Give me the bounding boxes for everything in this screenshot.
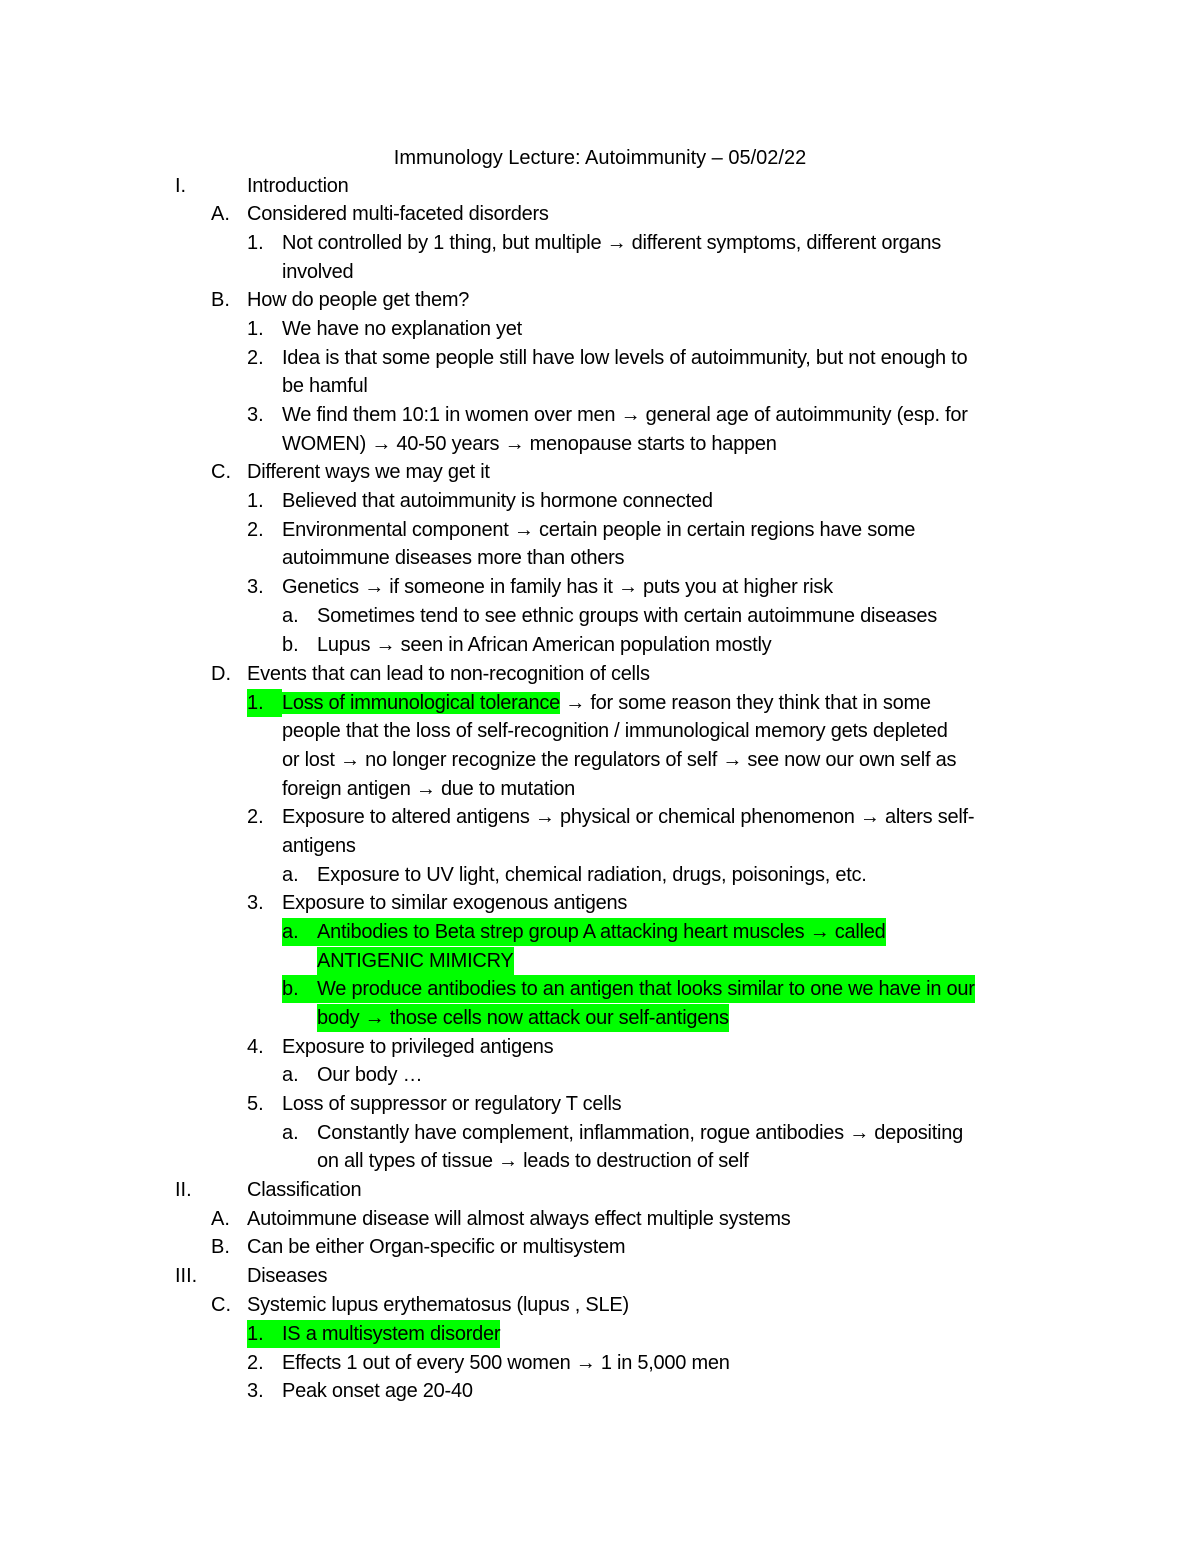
outline-item: Autoimmune disease will almost always effect multiple systems [247, 1208, 791, 1230]
outline-line: Exposure to altered antigens → physical or chemical phenomenon → alters self- [282, 806, 975, 828]
outline-line-rest: → for some reason they think that in some [559, 692, 931, 714]
subsubitem-marker: b. [282, 634, 299, 656]
item-marker: B. [211, 289, 230, 311]
outline-line: Effects 1 out of every 500 women → 1 in 5,000 men [282, 1352, 730, 1374]
subsubitem-marker: a. [282, 1064, 299, 1086]
outline-line: Genetics → if someone in family has it → puts you at higher risk [282, 576, 833, 598]
outline-line: Lupus → seen in African American population mostly [317, 634, 772, 656]
outline-line: Peak onset age 20-40 [282, 1380, 473, 1402]
subitem-marker: 1. [247, 689, 282, 717]
highlighted-text: Loss of immunological tolerance [282, 692, 560, 714]
outline-line: Our body … [317, 1064, 423, 1086]
subsubitem-marker: a. [282, 1122, 299, 1144]
section-heading: Classification [247, 1179, 362, 1201]
subitem-marker: 1. [247, 490, 264, 512]
section-heading: Diseases [247, 1265, 328, 1287]
outline-line: people that the loss of self-recognition / immunological memory gets depleted [282, 720, 948, 742]
item-marker: D. [211, 663, 231, 685]
outline-line: We have no explanation yet [282, 318, 522, 340]
subsubitem-marker: a. [282, 918, 317, 946]
outline-line: Idea is that some people still have low levels of autoimmunity, but not enough to [282, 347, 968, 369]
outline-item: Can be either Organ-specific or multisystem [247, 1236, 626, 1258]
item-marker: B. [211, 1236, 230, 1258]
outline-line: on all types of tissue → leads to destruction of self [317, 1150, 749, 1172]
outline-line: foreign antigen → due to mutation [282, 778, 576, 800]
section-marker: III. [175, 1265, 198, 1287]
subitem-marker: 4. [247, 1036, 264, 1058]
outline-line: body → those cells now attack our self-antigens [317, 1004, 729, 1032]
outline-line: be hamful [282, 375, 368, 397]
outline-line: antigens [282, 835, 356, 857]
outline-line: Antibodies to Beta strep group A attacking heart muscles → called [317, 918, 886, 946]
outline-line: Environmental component → certain people in certain regions have some [282, 519, 916, 541]
subitem-marker: 1. [247, 1320, 282, 1348]
subitem-marker: 3. [247, 404, 264, 426]
outline-line: or lost → no longer recognize the regulators of self → see now our own self as [282, 749, 957, 771]
subitem-marker: 3. [247, 576, 264, 598]
outline-line: We find them 10:1 in women over men → general age of autoimmunity (esp. for [282, 404, 968, 426]
outline-line: WOMEN) → 40-50 years → menopause starts to happen [282, 433, 777, 455]
outline-item: Systemic lupus erythematosus (lupus , SLE) [247, 1294, 629, 1316]
outline-line: Loss of suppressor or regulatory T cells [282, 1093, 622, 1115]
outline-line: IS a multisystem disorder [282, 1320, 500, 1348]
outline-item: How do people get them? [247, 289, 470, 311]
outline-line: Exposure to UV light, chemical radiation, drugs, poisonings, etc. [317, 864, 867, 886]
subitem-marker: 2. [247, 1352, 264, 1374]
subsubitem-marker: a. [282, 605, 299, 627]
section-heading: Introduction [247, 175, 349, 197]
subitem-marker: 2. [247, 519, 264, 541]
outline-line: autoimmune diseases more than others [282, 547, 625, 569]
outline-line: Not controlled by 1 thing, but multiple → different symptoms, different organs [282, 232, 941, 254]
subitem-marker: 2. [247, 347, 264, 369]
outline-item: Different ways we may get it [247, 461, 490, 483]
outline-item: Considered multi-faceted disorders [247, 203, 549, 225]
subitem-marker: 3. [247, 892, 264, 914]
subsubitem-marker: b. [282, 975, 317, 1003]
outline-line: ANTIGENIC MIMICRY [317, 947, 514, 975]
outline-line: We produce antibodies to an antigen that looks similar to one we have in our [317, 975, 975, 1003]
outline-item: Events that can lead to non-recognition of cells [247, 663, 650, 685]
subsubitem-marker: a. [282, 864, 299, 886]
subitem-marker: 1. [247, 232, 264, 254]
document-title: Immunology Lecture: Autoimmunity – 05/02/22 [393, 147, 807, 169]
item-marker: A. [211, 203, 230, 225]
outline-line: Exposure to privileged antigens [282, 1036, 554, 1058]
subitem-marker: 2. [247, 806, 264, 828]
subitem-marker: 1. [247, 318, 264, 340]
section-marker: I. [175, 175, 187, 197]
outline-line: Sometimes tend to see ethnic groups with certain autoimmune diseases [317, 605, 938, 627]
item-marker: A. [211, 1208, 230, 1230]
outline-line: Exposure to similar exogenous antigens [282, 892, 628, 914]
item-marker: C. [211, 461, 231, 483]
outline-line: involved [282, 261, 354, 283]
section-marker: II. [175, 1179, 192, 1201]
outline-line: Constantly have complement, inflammation, rogue antibodies → depositing [317, 1122, 963, 1144]
outline-line: Believed that autoimmunity is hormone connected [282, 490, 713, 512]
subitem-marker: 5. [247, 1093, 264, 1115]
subitem-marker: 3. [247, 1380, 264, 1402]
item-marker: C. [211, 1294, 231, 1316]
outline-line [282, 689, 931, 717]
